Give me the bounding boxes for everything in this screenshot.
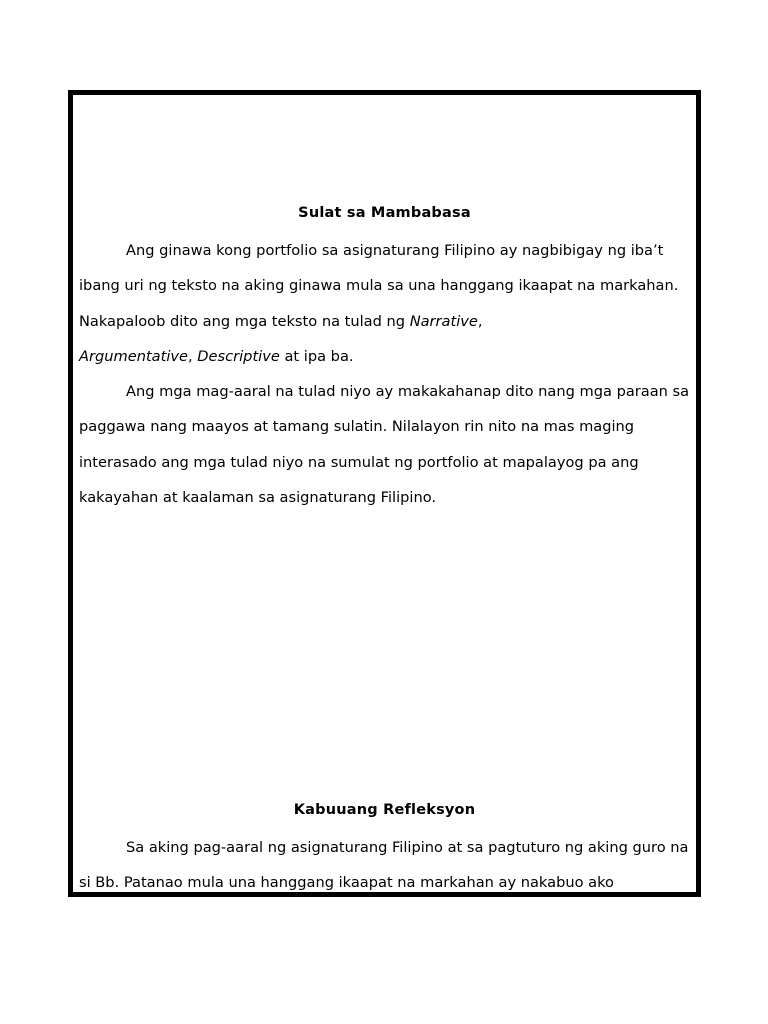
- paragraph-reflection: [79, 830, 691, 897]
- paragraph-purpose: [79, 374, 691, 515]
- section-title-sulat-sa-mambabasa: Sulat sa Mambabasa: [298, 205, 471, 221]
- paragraph-text: at ipa ba.: [279, 347, 354, 365]
- paragraph-text: Ang ginawa kong portfolio sa asignaturang Filipino ay nagbibigay ng iba’t ibang uri ng teksto na aking ginawa mula sa una hanggang ikaapat na markahan. Nakapaloob dito ang mga teksto na tulad ng: [79, 242, 679, 330]
- section-title-kabuuang-refleksyon: Kabuuang Refleksyon: [293, 802, 476, 818]
- paragraph-text: Sa aking pag-aaral ng asignaturang Filipino at sa pagtuturo ng aking guro na si Bb. Patanao mula una hanggang ikaapat na markahan ay nakabuo ako: [79, 839, 689, 892]
- italic-term-descriptive: Descriptive: [197, 347, 280, 365]
- italic-term-argumentative: Argumentative: [79, 347, 188, 365]
- separator: ,: [477, 312, 483, 330]
- paragraph-text: Ang mga mag-aaral na tulad niyo ay makakahanap dito nang mga paraan sa paggawa nang maayos at tamang sulatin. Nilalayon rin nito na mas maging interasado ang mga tulad niyo na sumulat ng portfolio at mapalayog pa ang kakayahan at kaalaman sa asignaturang Filipino.: [79, 383, 690, 506]
- paragraph-intro: [79, 233, 691, 374]
- page-frame: [68, 90, 701, 897]
- italic-term-narrative: Narrative: [409, 312, 478, 330]
- separator: ,: [188, 347, 198, 365]
